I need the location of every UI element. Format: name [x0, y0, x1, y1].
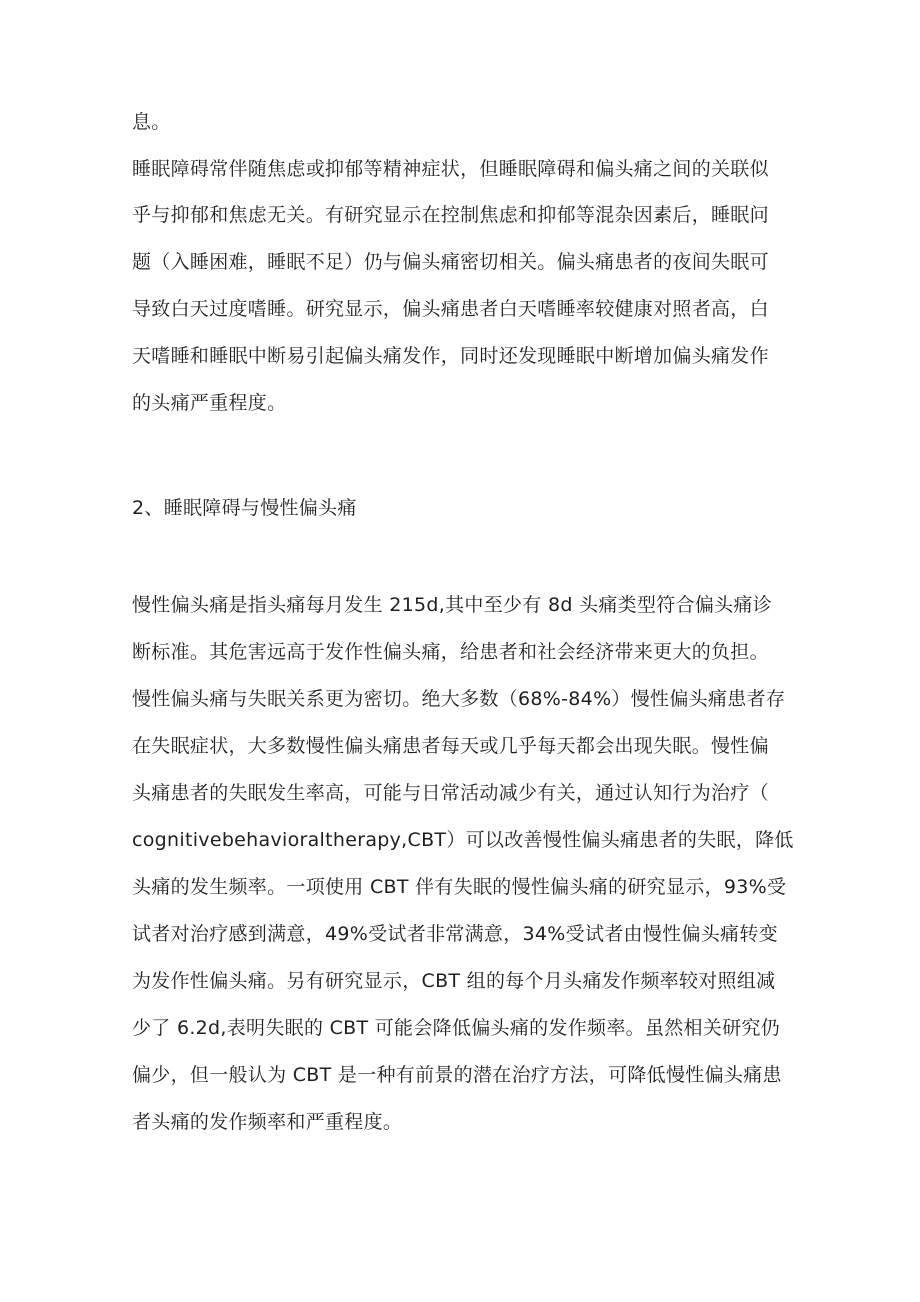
text-line: 天嗜睡和睡眠中断易引起偏头痛发作，同时还发现睡眠中断增加偏头痛发作 [132, 345, 769, 367]
text-line: 试者对治疗感到满意，49%受试者非常满意，34%受试者由慢性偏头痛转变 [132, 923, 778, 945]
text-line: 慢性偏头痛是指头痛每月发生 215d,其中至少有 8d 头痛类型符合偏头痛诊 [132, 594, 773, 616]
text-line: 睡眠障碍常伴随焦虑或抑郁等精神症状，但睡眠障碍和偏头痛之间的关联似 [132, 158, 769, 180]
text-line: 慢性偏头痛与失眠关系更为密切。绝大多数（68%-84%）慢性偏头痛患者存 [132, 688, 786, 710]
text-line: 导致白天过度嗜睡。研究显示，偏头痛患者白天嗜睡率较健康对照者高，白 [132, 298, 769, 320]
text-line: 乎与抑郁和焦虑无关。有研究显示在控制焦虑和抑郁等混杂因素后，睡眠问 [132, 204, 769, 226]
text-line: 头痛的发生频率。一项使用 CBT 伴有失眠的慢性偏头痛的研究显示，93%受 [132, 876, 787, 898]
text-line: cognitivebehavioraltherapy,CBT）可以改善慢性偏头痛患者的失眠，降低 [132, 829, 794, 851]
text-line: 头痛患者的失眠发生率高，可能与日常活动减少有关，通过认知行为治疗（ [132, 782, 769, 804]
text-line: 偏少，但一般认为 CBT 是一种有前景的潜在治疗方法，可降低慢性偏头痛患 [132, 1064, 782, 1086]
text-line: 断标准。其危害远高于发作性偏头痛，给患者和社会经济带来更大的负担。 [132, 641, 769, 663]
section-heading: 2、睡眠障碍与慢性偏头痛 [132, 497, 357, 519]
paragraph-tail-line: 息。 [132, 111, 171, 133]
text-line: 者头痛的发作频率和严重程度。 [132, 1111, 403, 1133]
text-line: 在失眠症状，大多数慢性偏头痛患者每天或几乎每天都会出现失眠。慢性偏 [132, 735, 769, 757]
text-line: 的头痛严重程度。 [132, 392, 287, 414]
text-line: 少了 6.2d,表明失眠的 CBT 可能会降低偏头痛的发作频率。虽然相关研究仍 [132, 1017, 781, 1039]
text-line: 题（入睡困难，睡眠不足）仍与偏头痛密切相关。偏头痛患者的夜间失眠可 [132, 251, 769, 273]
text-line: 为发作性偏头痛。另有研究显示，CBT 组的每个月头痛发作频率较对照组减 [132, 970, 776, 992]
